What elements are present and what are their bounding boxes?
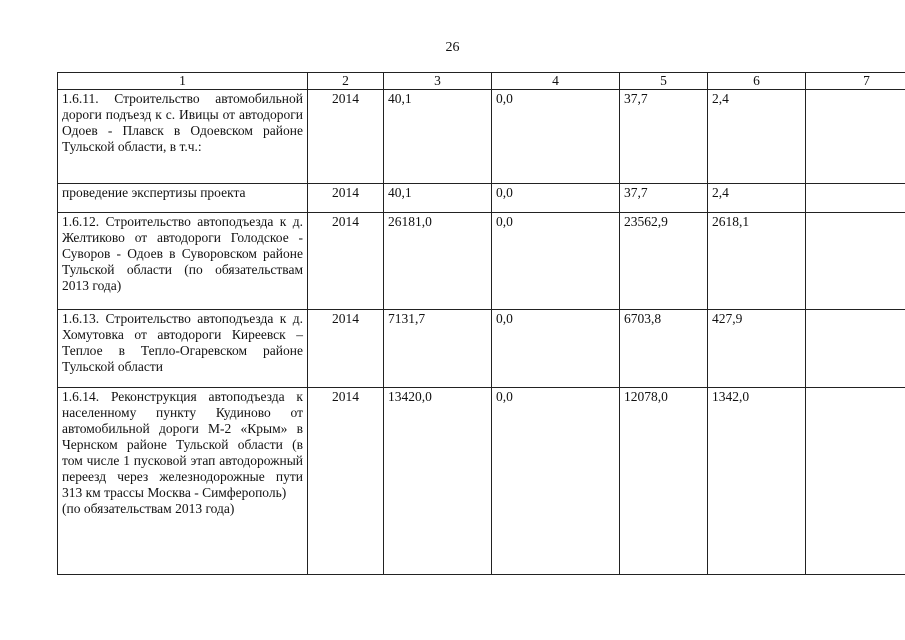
row-value-4: 0,0 xyxy=(492,213,620,310)
row-name: 1.6.13. Строительство автоподъезда к д. Хомутовка от автодороги Киреевск – Теплое в Тепло-Огаревском районе Тульской области xyxy=(58,310,308,388)
row-year: 2014 xyxy=(308,388,384,575)
row-value-7 xyxy=(806,388,905,575)
page-number: 26 xyxy=(445,40,460,55)
row-value-5: 37,7 xyxy=(620,184,708,213)
row-name: 1.6.12. Строительство автоподъезда к д. Желтиково от автодороги Голодское - Суворов - Одоев в Суворовском районе Тульской области (по обязательствам 2013 года) xyxy=(58,213,308,310)
row-value-4: 0,0 xyxy=(492,90,620,184)
row-year: 2014 xyxy=(308,184,384,213)
row-name-cell xyxy=(58,388,308,575)
row-value-3: 40,1 xyxy=(384,90,492,184)
column-header: 5 xyxy=(620,73,708,90)
row-value-4: 0,0 xyxy=(492,388,620,575)
table-row xyxy=(58,184,905,213)
row-value-4: 0,0 xyxy=(492,310,620,388)
row-value-3: 26181,0 xyxy=(384,213,492,310)
budget-table xyxy=(57,72,905,575)
row-value-7 xyxy=(806,184,905,213)
row-name-note: (по обязательствам 2013 года) xyxy=(62,501,235,516)
column-header: 4 xyxy=(492,73,620,90)
table-row xyxy=(58,213,905,310)
row-value-3: 7131,7 xyxy=(384,310,492,388)
row-name: 1.6.11. Строительство автомобильной дороги подъезд к с. Ивицы от автодороги Одоев - Плавск в Одоевском районе Тульской области, в т.ч.: xyxy=(58,90,308,184)
row-value-7 xyxy=(806,213,905,310)
row-value-5: 6703,8 xyxy=(620,310,708,388)
table-header-row xyxy=(58,73,905,90)
column-header: 1 xyxy=(58,73,308,90)
row-year: 2014 xyxy=(308,213,384,310)
row-value-7 xyxy=(806,310,905,388)
row-name: проведение экспертизы проекта xyxy=(58,184,308,213)
row-value-6: 427,9 xyxy=(708,310,806,388)
row-value-5: 23562,9 xyxy=(620,213,708,310)
row-year: 2014 xyxy=(308,310,384,388)
row-value-6: 2618,1 xyxy=(708,213,806,310)
row-value-3: 13420,0 xyxy=(384,388,492,575)
column-header: 7 xyxy=(806,73,905,90)
row-year: 2014 xyxy=(308,90,384,184)
row-value-6: 2,4 xyxy=(708,184,806,213)
row-name: 1.6.14. Реконструкция автоподъезда к населенному пункту Кудиново от автомобильной дороги М-2 «Крым» в Чернском районе Тульской области (в том числе 1 пусковой этап автодорожный переезд через железнодорожные пути 313 км трассы Москва - Симферополь) xyxy=(62,389,303,500)
column-header: 2 xyxy=(308,73,384,90)
column-header: 6 xyxy=(708,73,806,90)
table-row xyxy=(58,310,905,388)
row-value-6: 1342,0 xyxy=(708,388,806,575)
row-value-7 xyxy=(806,90,905,184)
row-value-4: 0,0 xyxy=(492,184,620,213)
column-header: 3 xyxy=(384,73,492,90)
table-row xyxy=(58,90,905,184)
table-row xyxy=(58,388,905,575)
row-value-5: 12078,0 xyxy=(620,388,708,575)
row-value-6: 2,4 xyxy=(708,90,806,184)
row-value-5: 37,7 xyxy=(620,90,708,184)
row-value-3: 40,1 xyxy=(384,184,492,213)
